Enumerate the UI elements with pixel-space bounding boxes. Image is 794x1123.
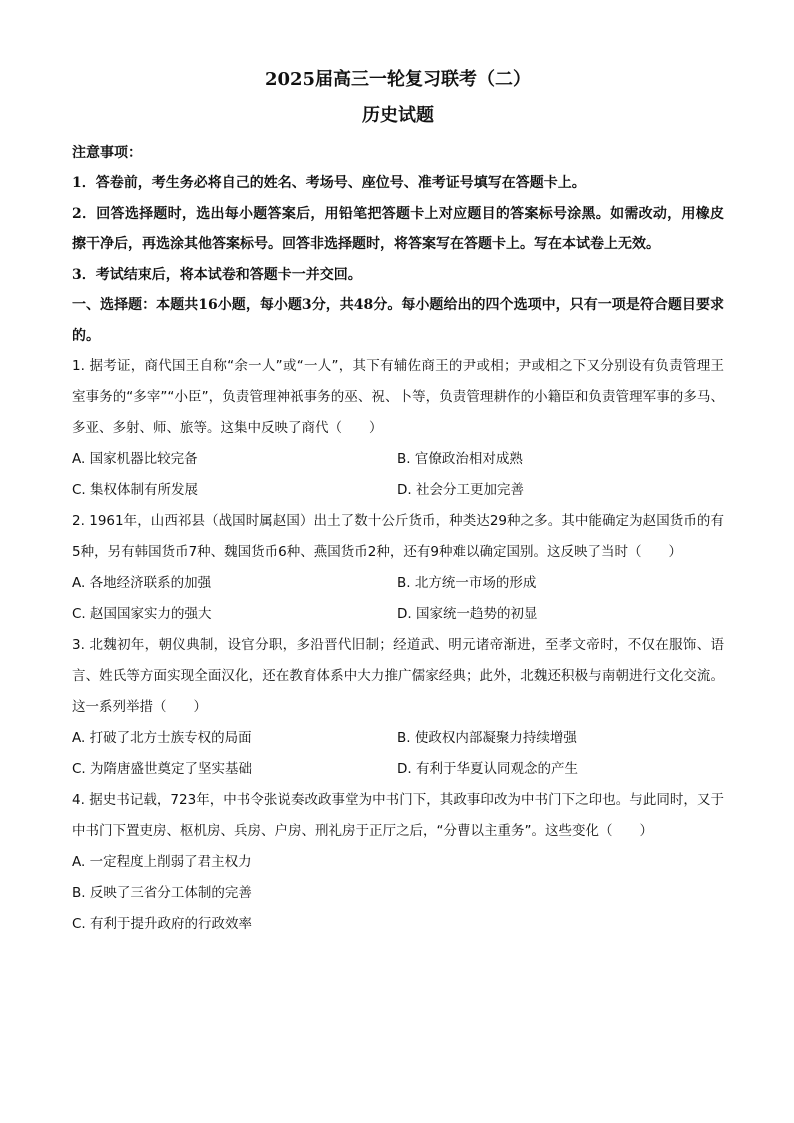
option-d: D. 社会分工更加完善 xyxy=(397,482,524,498)
question-1 xyxy=(72,351,724,506)
notes-block xyxy=(72,138,724,290)
option-a: A. 各地经济联系的加强 xyxy=(72,575,212,591)
note-item: 2．回答选择题时，选出每小题答案后，用铅笔把答题卡上对应题目的答案标号涂黑。如需改动，用橡皮擦干净后，再选涂其他答案标号。回答非选择题时，将答案写在答题卡上。写在本试卷上无效。 xyxy=(72,205,724,252)
exam-title: 2025届高三一轮复习联考（二） xyxy=(264,69,532,90)
options-grid xyxy=(72,444,724,506)
question-stem: 1. 据考证，商代国王自称“余一人”或“一人”，其下有辅佐商王的尹或相；尹或相之下又分别设有负责管理王室事务的“多宰”“小臣”，负责管理神祇事务的巫、祝、卜等，负责管理耕作的小籍臣和负责管理军事的多马、多亚、多射、师、旅等。这集中反映了商代（ ） xyxy=(72,358,724,436)
options-list xyxy=(72,847,724,940)
option-a: A. 国家机器比较完备 xyxy=(72,451,198,467)
exam-page xyxy=(72,62,724,940)
option-c: C. 为隋唐盛世奠定了坚实基础 xyxy=(72,761,253,777)
question-4 xyxy=(72,785,724,940)
option-c: C. 有利于提升政府的行政效率 xyxy=(72,916,253,932)
question-stem: 3. 北魏初年，朝仪典制，设官分职，多沿晋代旧制；经道武、明元诸帝渐进，至孝文帝时，不仅在服饰、语言、姓氏等方面实现全面汉化，还在教育体系中大力推广儒家经典；此外，北魏还积极与南朝进行文化交流。这一系列举措（ ） xyxy=(72,637,724,715)
question-2 xyxy=(72,506,724,630)
exam-subject: 历史试题 xyxy=(362,105,434,126)
notes-heading: 注意事项： xyxy=(72,145,142,161)
section-heading: 一、选择题：本题共16小题，每小题3分，共48分。每小题给出的四个选项中，只有一项是符合题目要求的。 xyxy=(72,297,724,344)
option-b: B. 使政权内部凝聚力持续增强 xyxy=(397,730,577,746)
option-b: B. 北方统一市场的形成 xyxy=(397,575,537,591)
option-a: A. 一定程度上削弱了君主权力 xyxy=(72,854,252,870)
option-c: C. 赵国国家实力的强大 xyxy=(72,606,212,622)
options-grid xyxy=(72,723,724,785)
options-grid xyxy=(72,568,724,630)
question-3 xyxy=(72,630,724,785)
note-item: 1．答卷前，考生务必将自己的姓名、考场号、座位号、准考证号填写在答题卡上。 xyxy=(72,175,586,191)
option-b: B. 反映了三省分工体制的完善 xyxy=(72,885,252,901)
option-c: C. 集权体制有所发展 xyxy=(72,482,199,498)
option-d: D. 国家统一趋势的初显 xyxy=(397,606,538,622)
note-item: 3．考试结束后，将本试卷和答题卡一并交回。 xyxy=(72,266,362,283)
option-b: B. 官僚政治相对成熟 xyxy=(397,451,523,467)
question-stem: 2. 1961年，山西祁县（战国时属赵国）出土了数十公斤货币，种类达29种之多。其中能确定为赵国货币的有5种，另有韩国货币7种、魏国货币6种、燕国货币2种，还有9种难以确定国别。这反映了当时（ ） xyxy=(72,513,724,560)
question-stem: 4. 据史书记载，723年，中书令张说奏改政事堂为中书门下，其政事印改为中书门下之印也。与此同时，又于中书门下置吏房、枢机房、兵房、户房、刑礼房于正厅之后，“分曹以主重务”。这些变化（ ） xyxy=(72,792,724,839)
option-a: A. 打破了北方士族专权的局面 xyxy=(72,730,252,746)
option-d: D. 有利于华夏认同观念的产生 xyxy=(397,761,578,777)
